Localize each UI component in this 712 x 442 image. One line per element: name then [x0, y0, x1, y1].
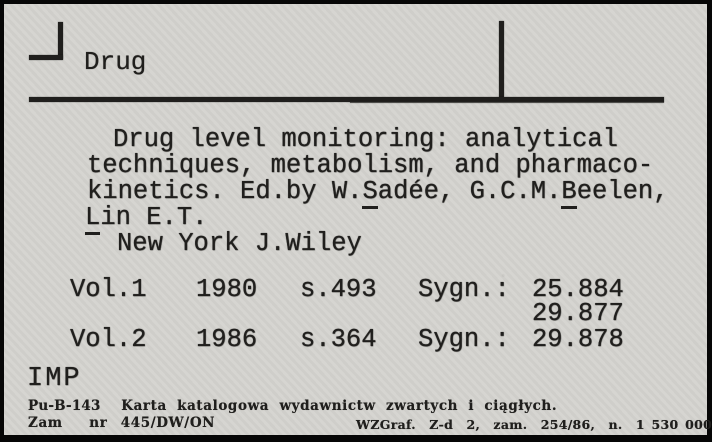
sygn-label: Sygn.: — [418, 325, 510, 354]
title-line-3-mid: adée, G.C.M. — [377, 177, 562, 206]
footer-form-line — [28, 399, 557, 414]
pages-cell: s.364 — [300, 325, 377, 354]
divider-tick-vertical — [499, 21, 504, 101]
year-cell: 1980 — [196, 275, 258, 304]
author-underlined-initial-l: L — [85, 203, 100, 235]
title-line-1: Drug level monitoring: analytical — [113, 125, 618, 154]
author-line — [85, 205, 207, 231]
volume-cell: Vol.2 — [70, 325, 147, 354]
form-code-gap — [101, 398, 122, 414]
title-line-3-underlined-initial-b: B — [561, 177, 576, 209]
card-heading: Drug — [84, 47, 147, 77]
footer-print-info: WZGraf. Z-d 2, zam. 254/86, n. 1 530 000 — [356, 417, 712, 432]
publisher-line: New York J.Wiley — [117, 229, 362, 258]
title-line-3-post: eelen, — [576, 177, 669, 206]
title-line-3-underlined-initial-s: S — [362, 177, 377, 209]
title-line-3-pre: kinetics. Ed.by W. — [87, 177, 363, 206]
corner-mark-vertical — [58, 22, 63, 59]
title-line-2: techniques, metabolism, and pharmaco- — [87, 151, 654, 180]
title-line-3 — [87, 179, 669, 205]
volume-cell: Vol.1 — [70, 275, 147, 304]
header-rule-overstrike — [350, 101, 664, 103]
sygn-number: 25.884 — [532, 275, 624, 304]
sygn-label: Sygn.: — [418, 275, 510, 304]
pages-cell: s.493 — [300, 275, 377, 304]
corner-mark-horizontal — [29, 55, 63, 60]
year-cell: 1986 — [196, 325, 258, 354]
form-code: Pu-B-143 — [28, 398, 101, 414]
form-title: Karta katalogowa wydawnictw zwartych i ciągłych. — [121, 398, 558, 414]
author-rest: in E.T. — [100, 203, 208, 232]
sygn-number: 29.877 — [532, 299, 624, 328]
footer-order-number: Zam nr 445/DW/ON — [28, 415, 216, 431]
library-stamp: IMP — [27, 364, 82, 394]
sygn-number: 29.878 — [532, 325, 624, 354]
